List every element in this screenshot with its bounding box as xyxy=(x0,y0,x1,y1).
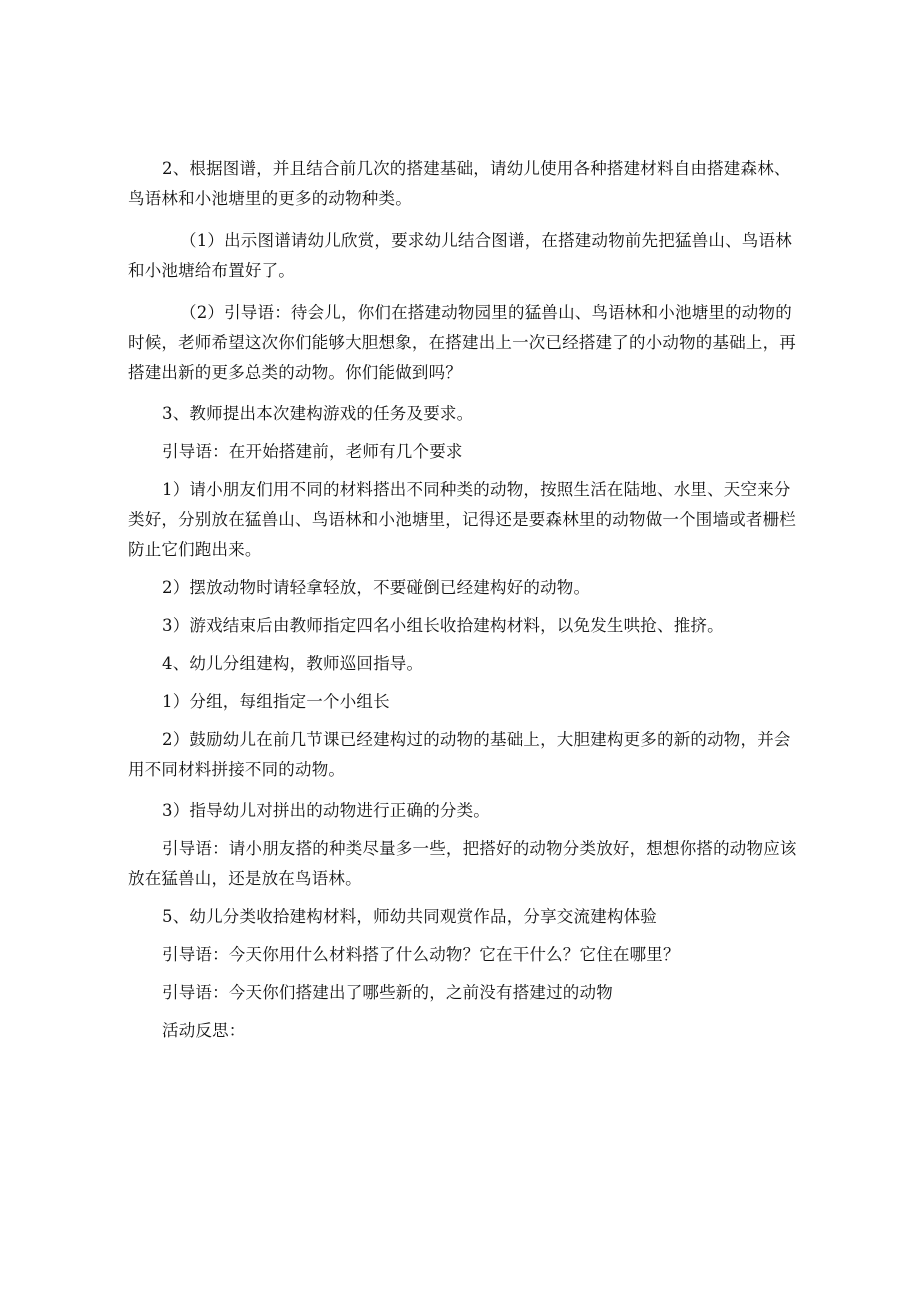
paragraph-requirement-2: 2）摆放动物时请轻拿轻放，不要碰倒已经建构好的动物。 xyxy=(162,578,591,597)
paragraph-group-guide: 引导语：请小朋友搭的种类尽量多一些，把搭好的动物分类放好，想想你搭的动物应该放在猛兽山，还是放在鸟语林。 xyxy=(128,839,797,888)
paragraph-reflection: 活动反思： xyxy=(162,1021,246,1040)
paragraph-step-2-sub-2: （2）引导语：待会儿，你们在搭建动物园里的猛兽山、鸟语林和小池塘里的动物的时候，老师希望这次你们能够大胆想象，在搭建出上一次已经搭建了的小动物的基础上，再搭建出新的更多总类的动物。你们能做到吗？ xyxy=(128,303,796,382)
paragraph-step-3-guide: 引导语：在开始搭建前，老师有几个要求 xyxy=(162,442,463,461)
paragraph-group-3: 3）指导幼儿对拼出的动物进行正确的分类。 xyxy=(162,801,490,820)
paragraph-group-2: 2）鼓励幼儿在前几节课已经建构过的动物的基础上，大胆建构更多的新的动物，并会用不同材料拼接不同的动物。 xyxy=(128,730,791,779)
paragraph-step-2-sub-1: （1）出示图谱请幼儿欣赏，要求幼儿结合图谱，在搭建动物前先把猛兽山、鸟语林和小池塘给布置好了。 xyxy=(128,231,792,280)
paragraph-step-5-guide-2: 引导语：今天你们搭建出了哪些新的，之前没有搭建过的动物 xyxy=(162,983,613,1002)
paragraph-requirement-1: 1）请小朋友们用不同的材料搭出不同种类的动物，按照生活在陆地、水里、天空来分类好，分别放在猛兽山、鸟语林和小池塘里，记得还是要森林里的动物做一个围墙或者栅栏防止它们跑出来。 xyxy=(128,480,796,559)
paragraph-step-5-guide-1: 引导语：今天你用什么材料搭了什么动物？它在干什么？它住在哪里？ xyxy=(162,945,680,964)
paragraph-requirement-3: 3）游戏结束后由教师指定四名小组长收拾建构材料，以免发生哄抢、推挤。 xyxy=(162,616,724,635)
paragraph-step-5: 5、幼儿分类收拾建构材料，师幼共同观赏作品，分享交流建构体验 xyxy=(162,907,657,926)
paragraph-step-4: 4、幼儿分组建构，教师巡回指导。 xyxy=(162,654,424,673)
paragraph-step-3: 3、教师提出本次建构游戏的任务及要求。 xyxy=(162,404,474,423)
paragraph-group-1: 1）分组，每组指定一个小组长 xyxy=(162,692,390,711)
paragraph-step-2: 2、根据图谱，并且结合前几次的搭建基础，请幼儿使用各种搭建材料自由搭建森林、鸟语林和小池塘里的更多的动物种类。 xyxy=(128,159,791,208)
document-body xyxy=(128,154,798,1046)
